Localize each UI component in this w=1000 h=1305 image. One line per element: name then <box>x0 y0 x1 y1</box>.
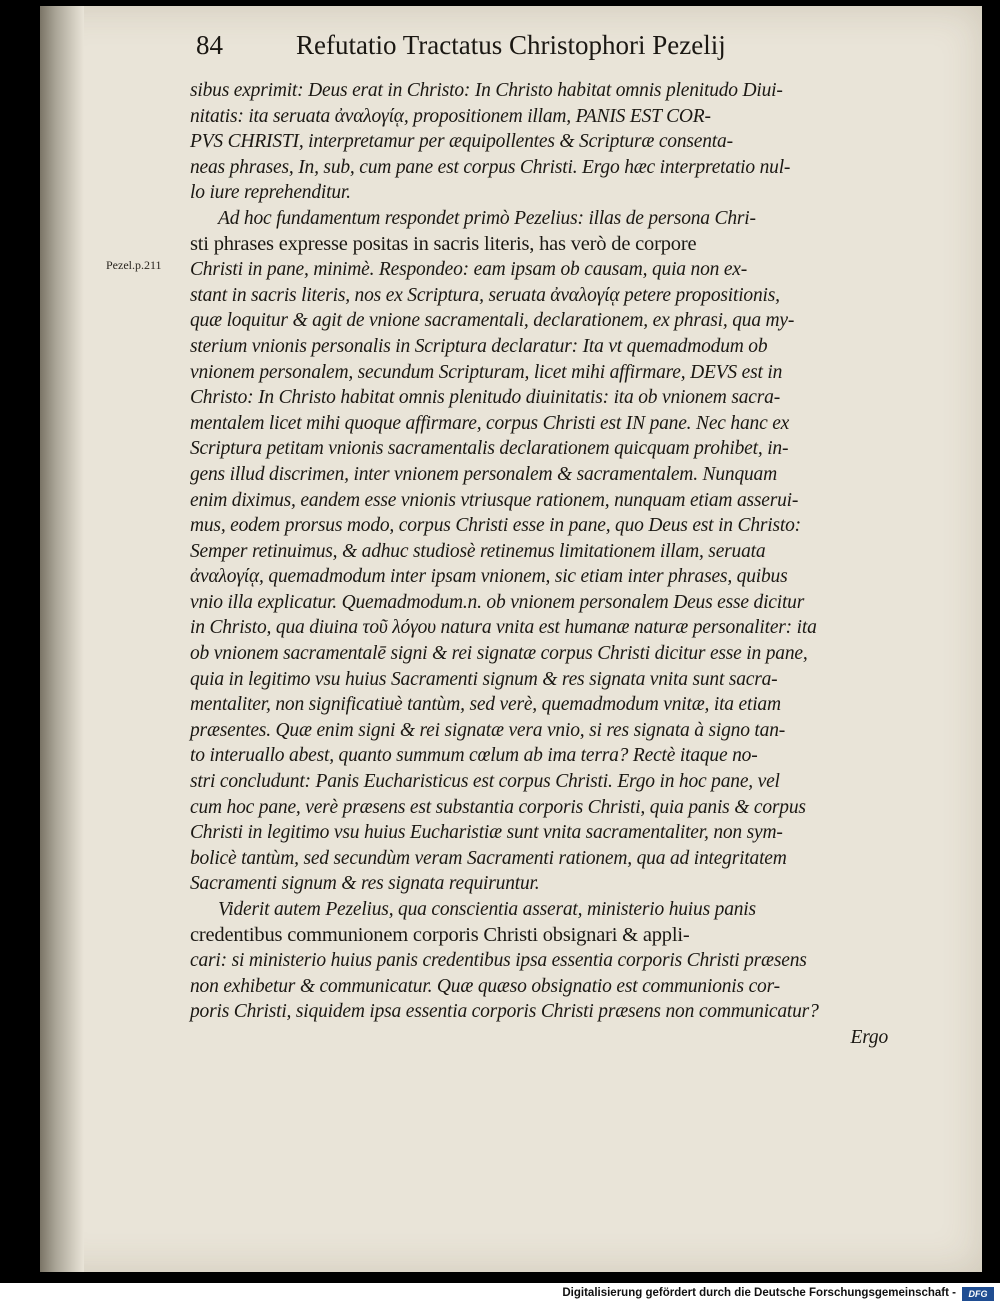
text-line: neas phrases, In, sub, cum pane est corpus Christi. Ergo hæc interpretatio nul- <box>190 156 791 178</box>
text-line: mentaliter, non significatiuè tantùm, sed verè, quemadmodum vnitæ, ita etiam <box>190 694 781 716</box>
body-text <box>190 78 898 1051</box>
dfg-logo: DFG <box>962 1287 994 1301</box>
text-line: PVS CHRISTI, interpretamur per æquipollentes & Scripturæ consenta- <box>190 131 733 153</box>
text-line: credentibus communionem corporis Christi obsignari & appli- <box>190 923 690 946</box>
text-line: vnionem personalem, secundum Scripturam, licet mihi affirmare, DEVS est in <box>190 361 783 383</box>
text-line: in Christo, qua diuina τοῦ λόγου natura vnita est humanæ naturæ personaliter: ita <box>190 617 817 639</box>
funding-notice: Digitalisierung gefördert durch die Deutsche Forschungsgemeinschaft - <box>562 1287 956 1299</box>
text-line: ἀναλογίᾳ, quemadmodum inter ipsam vnionem, sic etiam inter phrases, quibus <box>190 566 788 588</box>
text-line: bolicè tantùm, sed secundùm veram Sacramenti rationem, qua ad integritatem <box>190 847 787 869</box>
text-line: sti phrases expresse positas in sacris literis, has verò de corpore <box>190 232 697 255</box>
text-line: Ergo <box>850 1026 888 1048</box>
marginal-note: Pezel.p.211 <box>106 258 162 272</box>
text-line: enim diximus, eandem esse vnionis vtriusque rationem, nunquam etiam asserui- <box>190 489 799 511</box>
text-line: Christi in pane, minimè. Respondeo: eam ipsam ob causam, quia non ex- <box>190 259 748 281</box>
page-number: 84 <box>196 30 223 60</box>
text-line: præsentes. Quæ enim signi & rei signatæ vera vnio, si res signata à signo tan- <box>190 719 786 741</box>
text-line: to interuallo abest, quanto summum cœlum ab ima terra? Rectè itaque no- <box>190 745 758 767</box>
text-line: Scriptura petitam vnionis sacramentalis declarationem quicquam prohibet, in- <box>190 438 789 460</box>
text-line: poris Christi, siquidem ipsa essentia corporis Christi præsens non communicatur? <box>190 1001 819 1023</box>
text-line: sibus exprimit: Deus erat in Christo: In Christo habitat omnis plenitudo Diui- <box>190 80 783 101</box>
page-gutter-shadow <box>40 6 84 1272</box>
running-title: Refutatio Tractatus Christophori Pezelij <box>296 30 726 60</box>
text-line: Ad hoc fundamentum respondet primò Pezelius: illas de persona Chri- <box>218 207 756 229</box>
text-line: sterium vnionis personalis in Scriptura declaratur: Ita vt quemadmodum ob <box>190 335 768 357</box>
text-line: cum hoc pane, verè præsens est substantia corporis Christi, quia panis & corpus <box>190 796 806 818</box>
text-line: mentalem licet mihi quoque affirmare, corpus Christi est IN pane. Nec hanc ex <box>190 412 790 434</box>
text-line: stri concludunt: Panis Eucharisticus est corpus Christi. Ergo in hoc pane, vel <box>190 771 780 793</box>
text-line: quæ loquitur & agit de vnione sacramentali, declarationem, ex phrasi, qua my- <box>190 310 795 332</box>
text-line: mus, eodem prorsus modo, corpus Christi esse in pane, quo Deus est in Christo: <box>190 515 801 537</box>
page-header <box>196 30 816 70</box>
text-line: Semper retinuimus, & adhuc studiosè retinemus limitationem illam, seruata <box>190 540 766 562</box>
text-line: gens illud discrimen, inter vnionem personalem & sacramentalem. Nunquam <box>190 463 777 485</box>
text-line: Christi in legitimo vsu huius Eucharistiæ sunt vnita sacramentaliter, non sym- <box>190 822 783 844</box>
text-line: non exhibetur & communicatur. Quæ quæso obsignatio est communionis cor- <box>190 975 780 997</box>
footer-bar <box>0 1283 1000 1305</box>
text-line: Viderit autem Pezelius, qua conscientia asserat, ministerio huius panis <box>218 899 756 920</box>
text-line: lo iure reprehenditur. <box>190 182 351 204</box>
text-line: stant in sacris literis, nos ex Scriptura, seruata ἀναλογίᾳ petere propositionis, <box>190 284 780 306</box>
text-line: Sacramenti signum & res signata requiruntur. <box>190 873 540 895</box>
text-line: quia in legitimo vsu huius Sacramenti signum & res signata vnita sunt sacra- <box>190 668 778 690</box>
text-line: Christo: In Christo habitat omnis plenitudo diuinitatis: ita ob vnionem sacra- <box>190 387 780 409</box>
text-line: nitatis: ita seruata ἀναλογίᾳ, propositionem illam, PANIS EST COR- <box>190 105 711 127</box>
text-line: vnio illa explicatur. Quemadmodum.n. ob vnionem personalem Deus esse dicitur <box>190 591 805 613</box>
text-line: ob vnionem sacramentalē signi & rei signatæ corpus Christi dicitur esse in pane, <box>190 643 808 665</box>
text-line: cari: si ministerio huius panis credentibus ipsa essentia corporis Christi præsens <box>190 950 807 972</box>
